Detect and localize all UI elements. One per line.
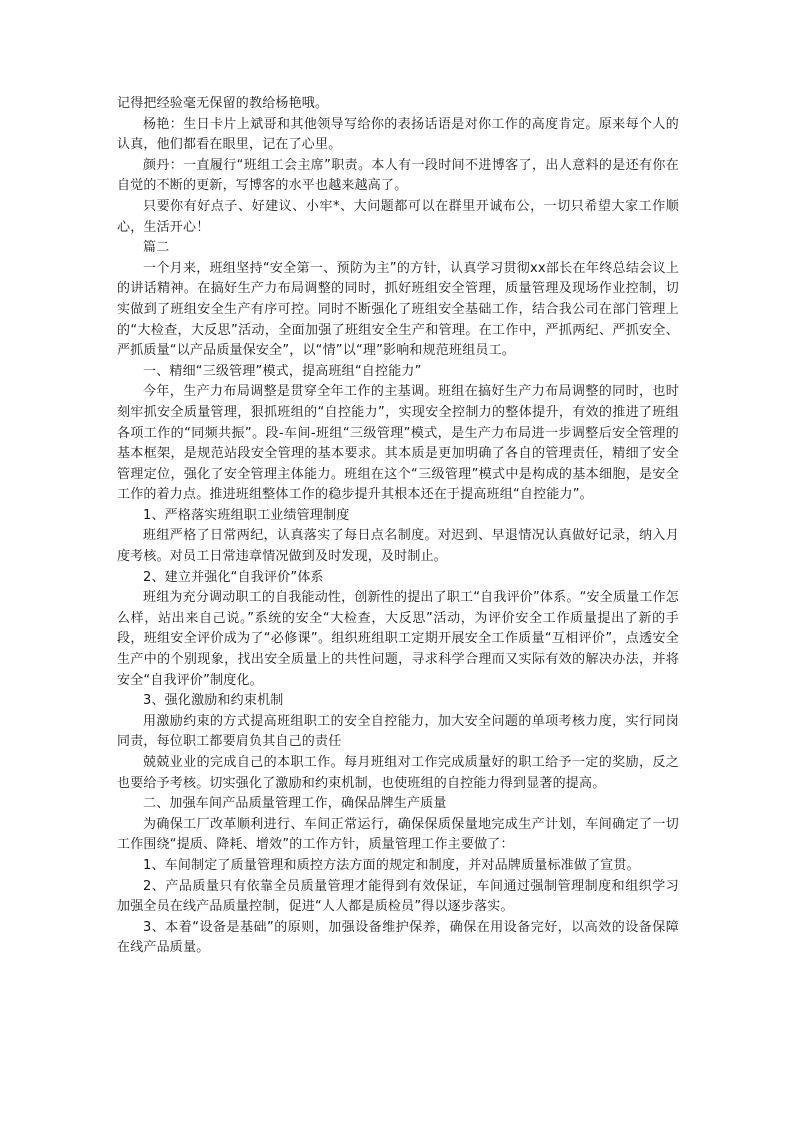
paragraph: 班组严格了日常两纪，认真落实了每日点名制度。对迟到、早退情况认真做好记录，纳入月度考核。对员工日常违章情况做到及时发现，及时制止。: [117, 528, 679, 565]
subsection-heading: 2、建立并强化“自我评价”体系: [143, 569, 324, 585]
paragraph: 今年，生产力布局调整是贯穿全年工作的主基调。班组在搞好生产力布局调整的同时，也时刻牢抓安全质量管理，狠抓班组的“自控能力”，实现安全控制力的整体提升，有效的推进了班组各项工作的“同频共振”。段-车间-班组“三级管理”模式，是生产力布局进一步调整后安全管理的基本框架，是规范站段安全管理的基本要求。其本质是更加明确了各自的管理责任，精细了安全管理定位，强化了安全管理主体能力。班组在这个“三级管理”模式中是构成的基本细胞，是安全工作的着力点。推进班组整体工作的稳步提升其根本还在于提高班组“自控能力”。: [117, 384, 679, 503]
document-body: [117, 94, 679, 959]
paragraph: 兢兢业业的完成自己的本职工作。每月班组对工作完成质量好的职工给予一定的奖励，反之也要给予考核。切实强化了激励和约束机制，也使班组的自控能力得到显著的提高。: [117, 755, 679, 791]
list-item: 1、车间制定了质量管理和质控方法方面的规定和制度，并对品牌质量标准做了宣贯。: [143, 857, 640, 873]
subsection-heading: 1、严格落实班组职工业绩管理制度: [143, 507, 350, 523]
section-heading: 篇二: [143, 240, 170, 256]
section-heading: 一、精细“三级管理”模式，提高班组“自控能力”: [143, 363, 422, 379]
paragraph: 只要你有好点子、好建议、小牢*、大问题都可以在群里开诚布公，一切只希望大家工作顺心，生活开心！: [117, 198, 679, 235]
subsection-heading: 3、强化激励和约束机制: [143, 693, 284, 709]
section-heading: 二、加强车间产品质量管理工作，确保品牌生产质量: [143, 796, 447, 812]
paragraph: 颜丹：一直履行“班组工会主席”职责。本人有一段时间不进博客了，出人意料的是还有你在自觉的不断的更新，写博客的水平也越来越高了。: [117, 157, 679, 194]
paragraph: 班组为充分调动职工的自我能动性，创新性的提出了职工“自我评价”体系。“安全质量工作怎么样，站出来自己说。”系统的安全“大检查，大反思”活动，为评价安全工作质量提出了新的手段，班组安全评价成为了“必修课”。组织班组职工定期开展安全工作质量“互相评价”，点透安全生产中的个别现象，找出安全质量上的共性问题，寻求科学合理而又实际有效的解决办法，并将安全“自我评价”制度化。: [117, 590, 679, 688]
paragraph: 为确保工厂改革顺利进行、车间正常运行，确保保质保量地完成生产计划，车间确定了一切工作围绕“提质、降耗、增效”的工作方针，质量管理工作主要做了：: [117, 816, 679, 853]
paragraph: 杨艳：生日卡片上斌哥和其他领导写给你的表扬话语是对你工作的高度肯定。原来每个人的认真，他们都看在眼里，记在了心里。: [117, 116, 679, 153]
list-item: 2、产品质量只有依靠全员质量管理才能得到有效保证，车间通过强制管理制度和组织学习加强全员在线产品质量控制，促进“人人都是质检员”得以逐步落实。: [117, 878, 679, 915]
paragraph: 记得把经验毫无保留的教给杨艳哦。: [117, 96, 329, 111]
paragraph: 一个月来，班组坚持“安全第一、预防为主”的方针，认真学习贯彻xx部长在年终总结会议上的讲话精神。在搞好生产力布局调整的同时，抓好班组安全管理，质量管理及现场作业控制，切实做到了班组安全生产有序可控。同时不断强化了班组安全基础工作，结合我公司在部门管理上的“大检查，大反思”活动，全面加强了班组安全生产和管理。在工作中，严抓两纪、严抓安全、严抓质量“以产品质量保安全”，以“情”以“理”影响和规范班组员工。: [117, 260, 679, 359]
list-item: 3、本着“设备是基础”的原则，加强设备维护保养，确保在用设备完好，以高效的设备保障在线产品质量。: [117, 919, 679, 956]
paragraph: 用激励约束的方式提高班组职工的安全自控能力，加大安全问题的单项考核力度，实行同岗同责，每位职工都要肩负其自己的责任: [117, 713, 679, 750]
